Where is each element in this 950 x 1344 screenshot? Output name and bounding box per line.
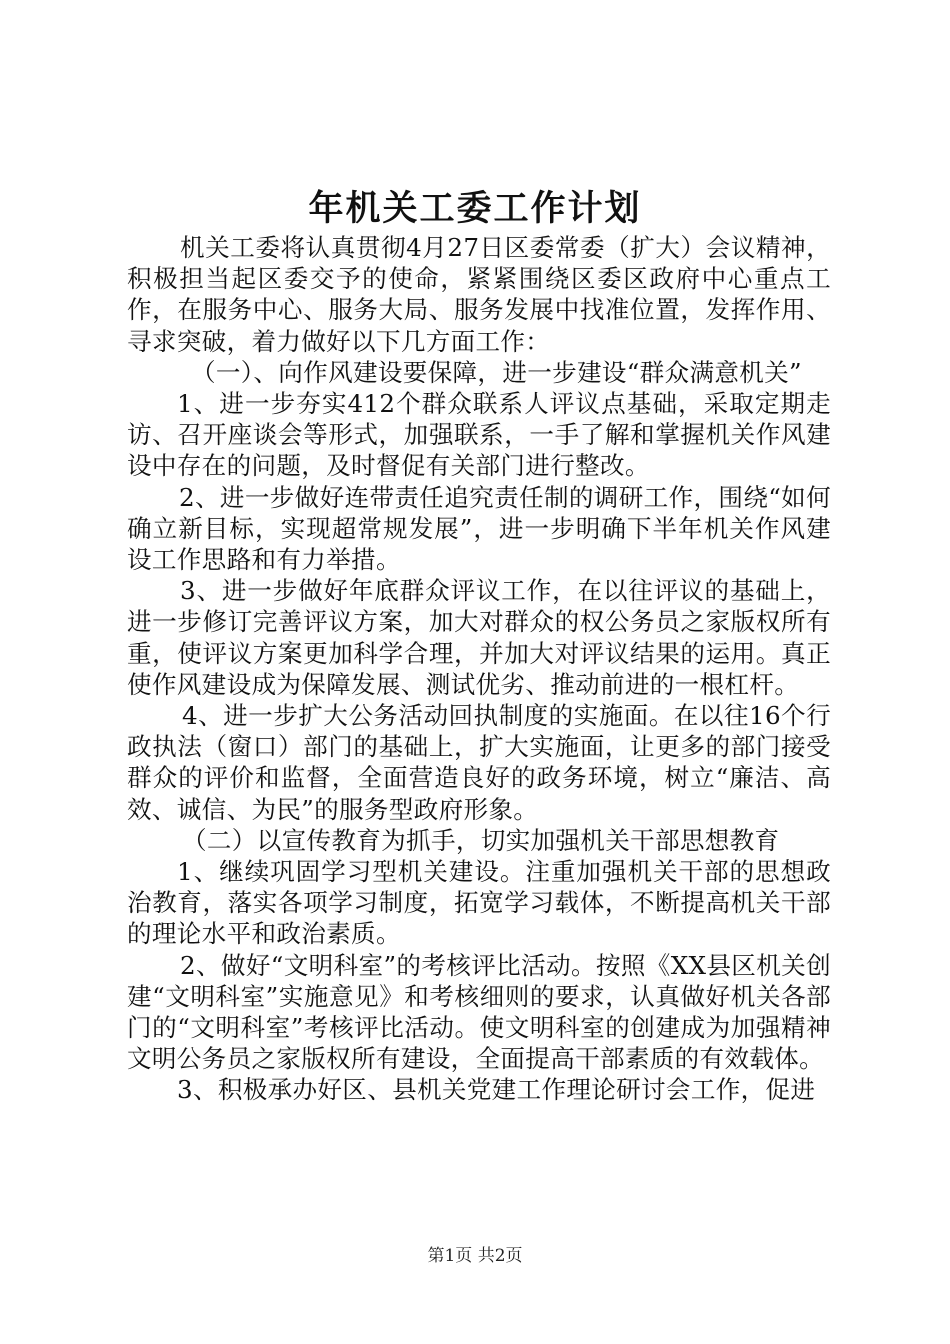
- section-1-item-1: 1、进一步夯实412个群众联系人评议点基础，采取定期走访、召开座谈会等形式，加强联系，一手了解和掌握机关作风建设中存在的问题，及时督促有关部门进行整改。: [127, 389, 831, 481]
- intro-paragraph: 机关工委将认真贯彻4月27日区委常委（扩大）会议精神，积极担当起区委交予的使命，紧紧围绕区委区政府中心重点工作，在服务中心、服务大局、服务发展中找准位置，发挥作用、寻求突破，着力做好以下几方面工作：: [127, 233, 831, 356]
- document-title: 年机关工委工作计划: [308, 188, 642, 229]
- section-2-item-3: 3、积极承办好区、县机关党建工作理论研讨会工作，促进: [177, 1075, 816, 1105]
- section-1-item-3: 3、进一步做好年底群众评议工作，在以往评议的基础上，进一步修订完善评议方案，加大对群众的权公务员之家版权所有重，使评议方案更加科学合理，并加大对评议结果的运用。真正使作风建设成为保障发展、测试优劣、推动前进的一根杠杆。: [127, 576, 831, 699]
- section-heading-2: （二）以宣传教育为抓手，切实加强机关干部思想教育: [182, 825, 780, 855]
- section-1-item-4: 4、进一步扩大公务活动回执制度的实施面。在以往16个行政执法（窗口）部门的基础上，扩大实施面，让更多的部门接受群众的评价和监督，全面营造良好的政务环境，树立“廉洁、高效、诚信、为民”的服务型政府形象。: [127, 701, 831, 824]
- document-body: [127, 232, 831, 1106]
- section-2-item-2: 2、做好“文明科室”的考核评比活动。按照《XX县区机关创建“文明科室”实施意见》和考核细则的要求，认真做好机关各部门的“文明科室”考核评比活动。使文明科室的创建成为加强精神文明公务员之家版权所有建设，全面提高干部素质的有效载体。: [127, 950, 831, 1074]
- section-1-item-2: 2、进一步做好连带责任追究责任制的调研工作，围绕“如何确立新目标，实现超常规发展”，进一步明确下半年机关作风建设工作思路和有力举措。: [127, 482, 831, 575]
- page-number-footer: 第1页 共2页: [427, 1246, 523, 1266]
- section-heading-1: （一）、向作风建设要保障，进一步建设“群众满意机关”: [191, 357, 802, 387]
- section-2-item-1: 1、继续巩固学习型机关建设。注重加强机关干部的思想政治教育，落实各项学习制度，拓宽学习载体，不断提高机关干部的理论水平和政治素质。: [127, 857, 831, 949]
